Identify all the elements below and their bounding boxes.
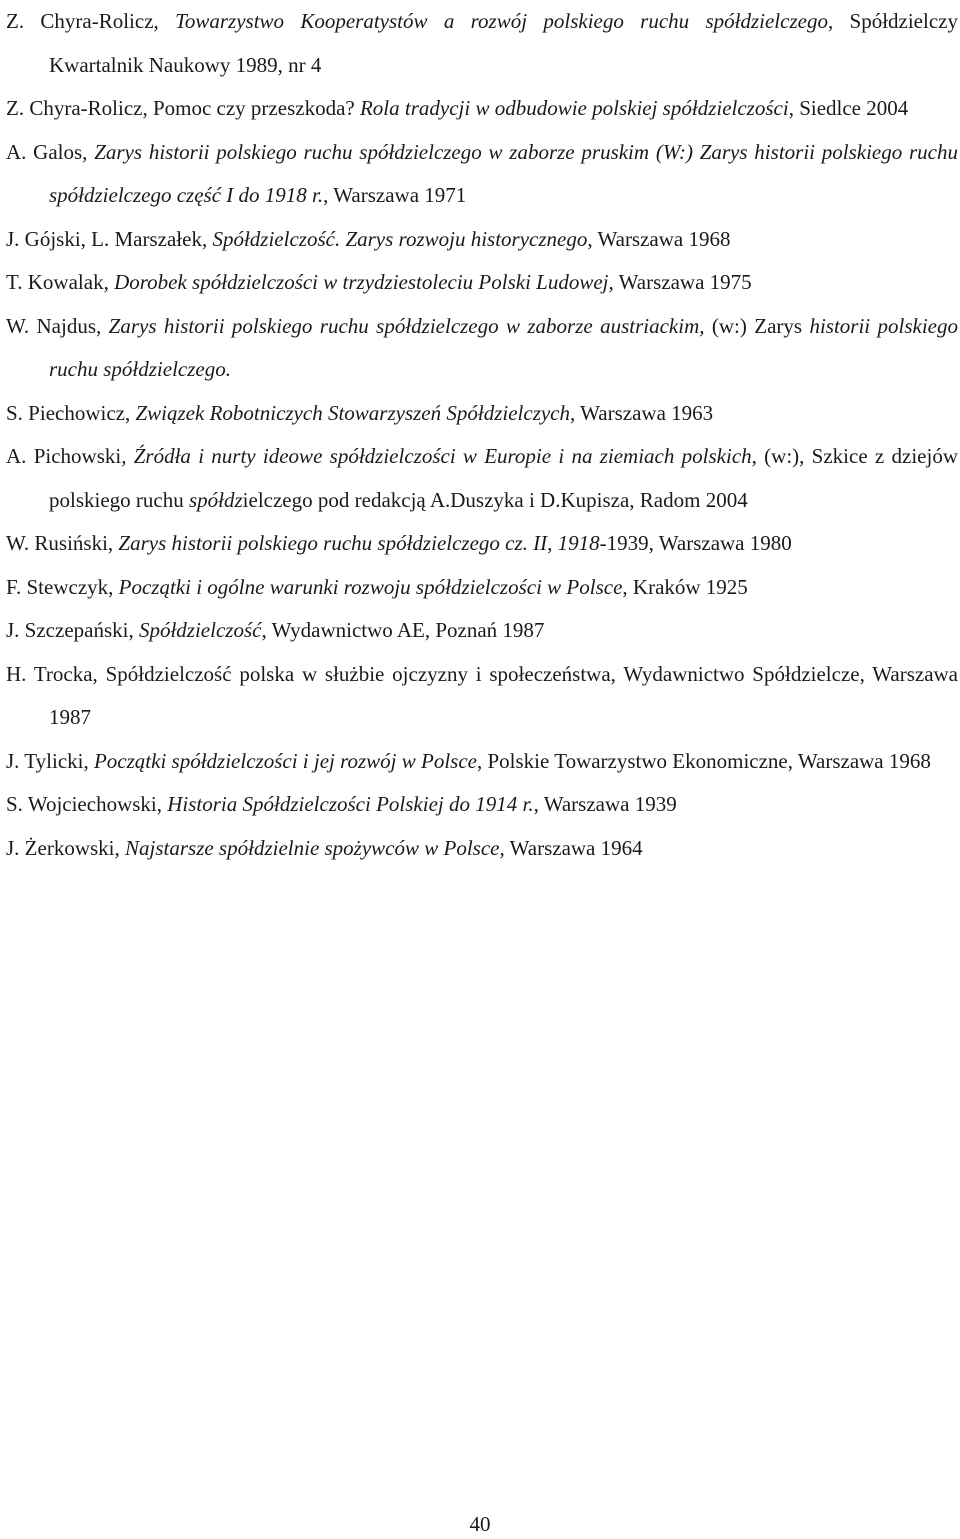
- entry-segment: S. Wojciechowski,: [6, 792, 168, 816]
- entry-segment: ielczego pod redakcją A.Duszyka i D.Kupisza, Radom 2004: [242, 487, 748, 512]
- entry-segment: , (w:), Szkice z dziejów polskiego ruchu: [49, 444, 958, 512]
- entry-segment-italic: Zarys historii polskiego ruchu spółdzielczego w zaborze austriackim,: [108, 313, 705, 338]
- bibliography-entry: [6, 218, 958, 262]
- entry-segment-italic: historii polskiego ruchu spółdzielczego.: [49, 313, 958, 381]
- bibliography-entry: [6, 827, 958, 871]
- page-number: 40: [469, 1512, 491, 1536]
- entry-segment: Z. Chyra-Rolicz,: [6, 9, 176, 33]
- entry-segment: , Siedlce 2004: [788, 96, 909, 120]
- entry-segment-italic: Towarzystwo Kooperatystów a rozwój polskiego ruchu spółdzielczego: [175, 9, 828, 33]
- entry-segment: , Warszawa 1968: [587, 226, 731, 251]
- entry-segment: (w:) Zarys: [704, 313, 810, 338]
- entry-segment: J. Gójski, L. Marszałek,: [6, 226, 213, 251]
- bibliography-entry: [6, 435, 958, 522]
- bibliography-list: [6, 0, 958, 870]
- entry-segment: A. Galos,: [6, 139, 95, 164]
- bibliography-entry: [6, 87, 958, 131]
- entry-segment: J. Szczepański,: [6, 618, 139, 642]
- entry-segment: H. Trocka, Spółdzielczość polska w służbie ojczyzny i społeczeństwa, Wydawnictwo Spółdzielcze, Warszawa 1987: [6, 661, 958, 729]
- entry-segment: , Warszawa 1939: [533, 792, 677, 816]
- entry-segment-italic: Spółdzielczość. Zarys rozwoju historycznego: [212, 226, 588, 251]
- entry-segment: W. Najdus,: [6, 313, 109, 338]
- entry-segment-italic: Źródła i nurty ideowe spółdzielczości w Europie i na ziemiach polskich: [133, 444, 752, 468]
- bibliography-entry: [6, 392, 958, 436]
- entry-segment: W. Rusiński,: [6, 531, 119, 555]
- entry-segment-italic: Spółdzielczość: [138, 618, 262, 642]
- entry-segment-italic: Dorobek spółdzielczości w trzydziestoleciu Polski Ludowej: [114, 270, 609, 294]
- entry-segment-italic: Najstarsze spółdzielnie spożywców w Polsce: [125, 835, 500, 860]
- bibliography-entry: [6, 783, 958, 827]
- entry-segment: , Polskie Towarzystwo Ekonomiczne, Warszawa 1968: [477, 748, 931, 773]
- bibliography-entry: [6, 653, 958, 740]
- entry-segment-italic: Związek Robotniczych Stowarzyszeń Spółdzielczych: [135, 400, 571, 425]
- entry-segment: F. Stewczyk,: [6, 574, 119, 599]
- entry-segment: -1939, Warszawa 1980: [599, 531, 792, 555]
- entry-segment-italic: Historia Spółdzielczości Polskiej do 1914 r.: [167, 792, 534, 816]
- entry-segment: T. Kowalak,: [6, 270, 115, 294]
- entry-segment: , Kraków 1925: [622, 574, 748, 599]
- bibliography-entry: [6, 566, 958, 610]
- entry-segment: , Warszawa 1971: [323, 183, 467, 207]
- entry-segment: A. Pichowski,: [6, 444, 134, 468]
- entry-segment: , Wydawnictwo AE, Poznań 1987: [261, 618, 545, 642]
- entry-segment-italic: Zarys historii polskiego ruchu spółdzielczego cz. II, 1918: [118, 531, 600, 555]
- entry-segment: J. Tylicki,: [6, 748, 94, 773]
- bibliography-entry: [6, 261, 958, 305]
- bibliography-entry: [6, 740, 958, 784]
- entry-segment: , Spółdzielczy Kwartalnik Naukowy 1989, nr 4: [49, 9, 958, 77]
- bibliography-entry: [6, 0, 958, 87]
- bibliography-entry: [6, 131, 958, 218]
- entry-segment: , Warszawa 1964: [499, 835, 643, 860]
- entry-segment: Z. Chyra-Rolicz, Pomoc czy przeszkoda?: [6, 96, 360, 120]
- bibliography-entry: [6, 609, 958, 653]
- entry-segment-italic: Rola tradycji w odbudowie polskiej spółdzielczości: [359, 96, 789, 120]
- entry-segment: S. Piechowicz,: [6, 400, 136, 425]
- entry-segment: , Warszawa 1975: [608, 270, 752, 294]
- entry-segment-italic: Początki i ogólne warunki rozwoju spółdzielczości w Polsce: [118, 574, 623, 599]
- entry-segment: J. Żerkowski,: [6, 835, 125, 860]
- bibliography-entry: [6, 305, 958, 392]
- entry-segment-italic: Zarys historii polskiego ruchu spółdzielczego w zaborze pruskim (W:) Zarys historii polskiego ruchu spółdzielczego część I do 1918 r.: [49, 139, 958, 207]
- entry-segment-italic: Początki spółdzielczości i jej rozwój w Polsce: [93, 748, 477, 773]
- entry-segment: , Warszawa 1963: [570, 400, 714, 425]
- entry-segment-italic: spółdz: [188, 487, 243, 512]
- bibliography-entry: [6, 522, 958, 566]
